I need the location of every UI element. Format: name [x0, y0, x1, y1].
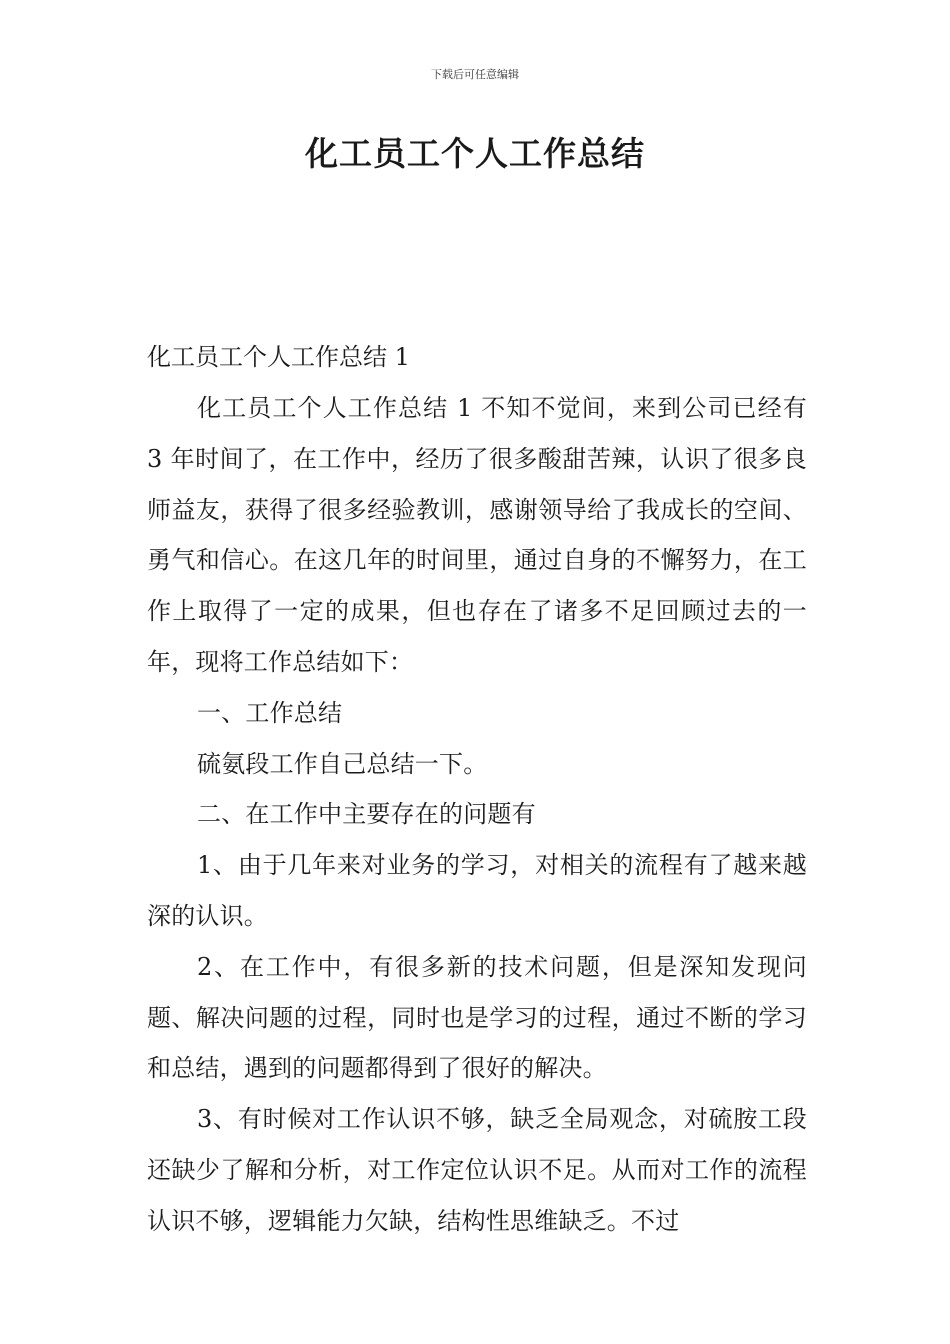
document-title: 化工员工个人工作总结 [305, 134, 645, 173]
paragraph-intro: 化工员工个人工作总结 1 不知不觉间，来到公司已经有 3 年时间了，在工作中，经历了很多酸甜苦辣，认识了很多良师益友，获得了很多经验教训，感谢领导给了我成长的空间、勇气和信心。在这几年的时间里，通过自身的不懈努力，在工作上取得了一定的成果，但也存在了诸多不足回顾过去的一年，现将工作总结如下： [147, 394, 807, 676]
paragraph-heading-work-summary: 一、工作总结 [197, 698, 343, 727]
paragraph-heading-problems: 二、在工作中主要存在的问题有 [197, 800, 536, 829]
paragraph-problem-1: 1、由于几年来对业务的学习，对相关的流程有了越来越深的认识。 [147, 851, 807, 930]
paragraph-problem-2: 2、在工作中，有很多新的技术问题，但是深知发现问题、解决问题的过程，同时也是学习的过程，通过不断的学习和总结，遇到的问题都得到了很好的解决。 [147, 952, 807, 1083]
section-heading: 化工员工个人工作总结 1 [147, 343, 410, 371]
document-body [147, 331, 807, 1247]
paragraph-work-summary: 硫氨段工作自己总结一下。 [197, 749, 488, 778]
header-note: 下载后可任意编辑 [431, 68, 519, 81]
paragraph-problem-3: 3、有时候对工作认识不够，缺乏全局观念，对硫胺工段还缺少了解和分析，对工作定位认识不足。从而对工作的流程认识不够，逻辑能力欠缺，结构性思维缺乏。不过 [147, 1105, 807, 1235]
